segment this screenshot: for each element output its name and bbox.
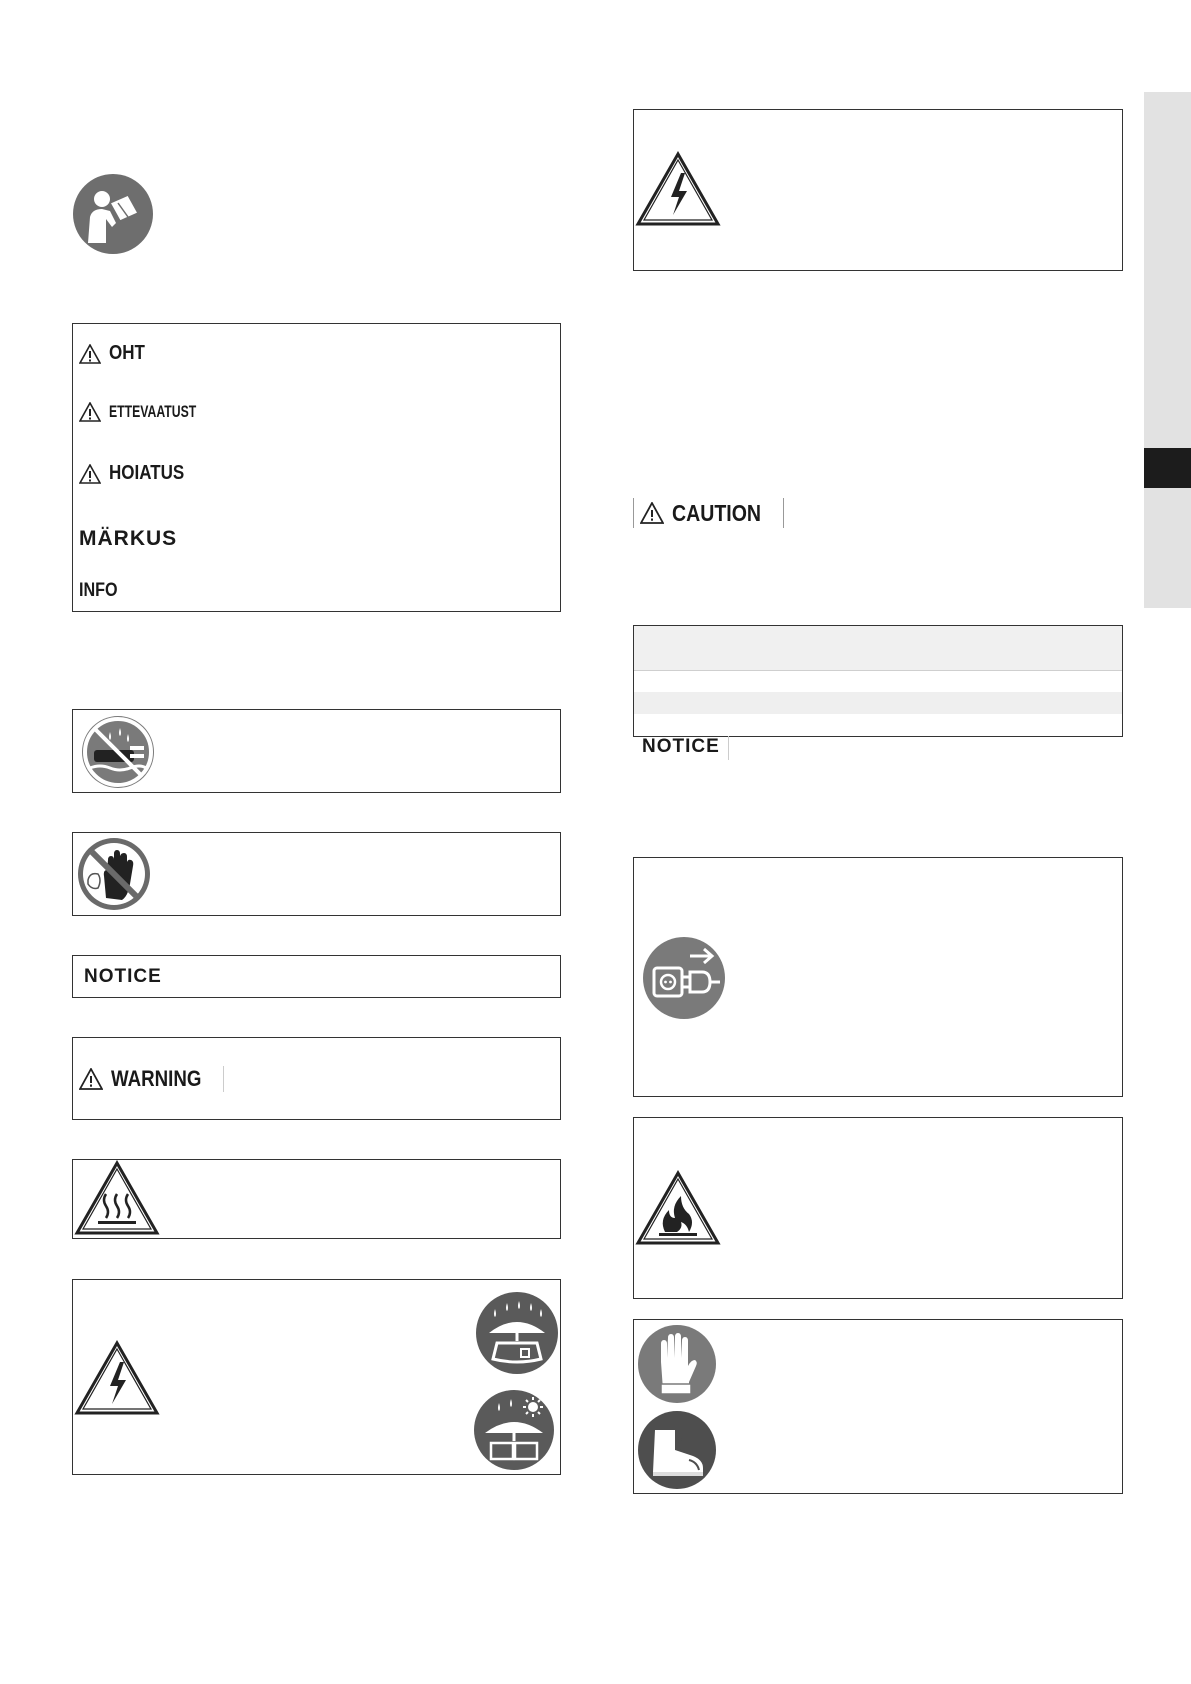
caution-label: CAUTION bbox=[672, 499, 762, 526]
hot-surface-warning-icon bbox=[74, 1160, 160, 1236]
signal-word-oht: OHT bbox=[109, 342, 145, 364]
signal-word-info: INFO bbox=[79, 580, 118, 601]
warning-box bbox=[72, 1037, 561, 1120]
wear-gloves-icon bbox=[637, 1324, 717, 1404]
no-touch-icon bbox=[76, 836, 152, 912]
signal-word-ettevaatust: ETTEVAATUST bbox=[109, 402, 197, 421]
hot-surface-box bbox=[72, 1159, 561, 1239]
signal-row-info bbox=[79, 580, 124, 602]
signal-word-markus: MÄRKUS bbox=[79, 527, 178, 550]
electric-shock-warning-icon bbox=[635, 151, 721, 227]
side-tab-band-upper bbox=[1144, 92, 1191, 448]
warning-triangle-icon bbox=[79, 464, 101, 484]
warning-triangle-icon bbox=[79, 1068, 103, 1090]
fire-warning-box bbox=[633, 1117, 1123, 1299]
protect-from-sun-rain-icon bbox=[473, 1389, 555, 1471]
notice-tag-right bbox=[640, 736, 729, 760]
notice-label: NOTICE bbox=[84, 966, 162, 987]
side-tab-band-lower bbox=[1144, 488, 1191, 608]
signal-row-oht bbox=[79, 342, 151, 365]
signal-words-box bbox=[72, 323, 561, 612]
warning-triangle-icon bbox=[79, 402, 101, 422]
no-touch-box bbox=[72, 832, 561, 916]
signal-row-hoiatus bbox=[79, 462, 198, 485]
no-water-spray-box bbox=[72, 709, 561, 793]
electric-warning-box bbox=[633, 109, 1123, 271]
caution-signal-row bbox=[633, 498, 784, 528]
unplug-box bbox=[633, 857, 1123, 1097]
wear-safety-shoes-icon bbox=[637, 1410, 717, 1490]
warning-label: WARNING bbox=[111, 1066, 202, 1091]
info-table bbox=[633, 625, 1123, 737]
no-water-spray-icon bbox=[80, 714, 156, 790]
fire-warning-icon bbox=[635, 1170, 721, 1246]
unplug-icon bbox=[642, 936, 726, 1020]
table-row bbox=[634, 692, 1122, 714]
electric-weather-box bbox=[72, 1279, 561, 1475]
signal-word-hoiatus: HOIATUS bbox=[109, 462, 185, 484]
side-tab-active[interactable] bbox=[1144, 448, 1191, 488]
protect-from-rain-icon bbox=[475, 1291, 559, 1375]
notice-label-right: NOTICE bbox=[642, 736, 720, 757]
warning-triangle-icon bbox=[640, 502, 664, 524]
notice-box bbox=[72, 955, 561, 998]
ppe-box bbox=[633, 1319, 1123, 1494]
warning-triangle-icon bbox=[79, 344, 101, 364]
electric-shock-warning-icon bbox=[74, 1340, 160, 1416]
read-manual-icon bbox=[72, 173, 154, 255]
warning-signal-row bbox=[79, 1066, 224, 1092]
signal-row-ettevaatust bbox=[79, 402, 230, 422]
table-header-row bbox=[634, 626, 1122, 671]
